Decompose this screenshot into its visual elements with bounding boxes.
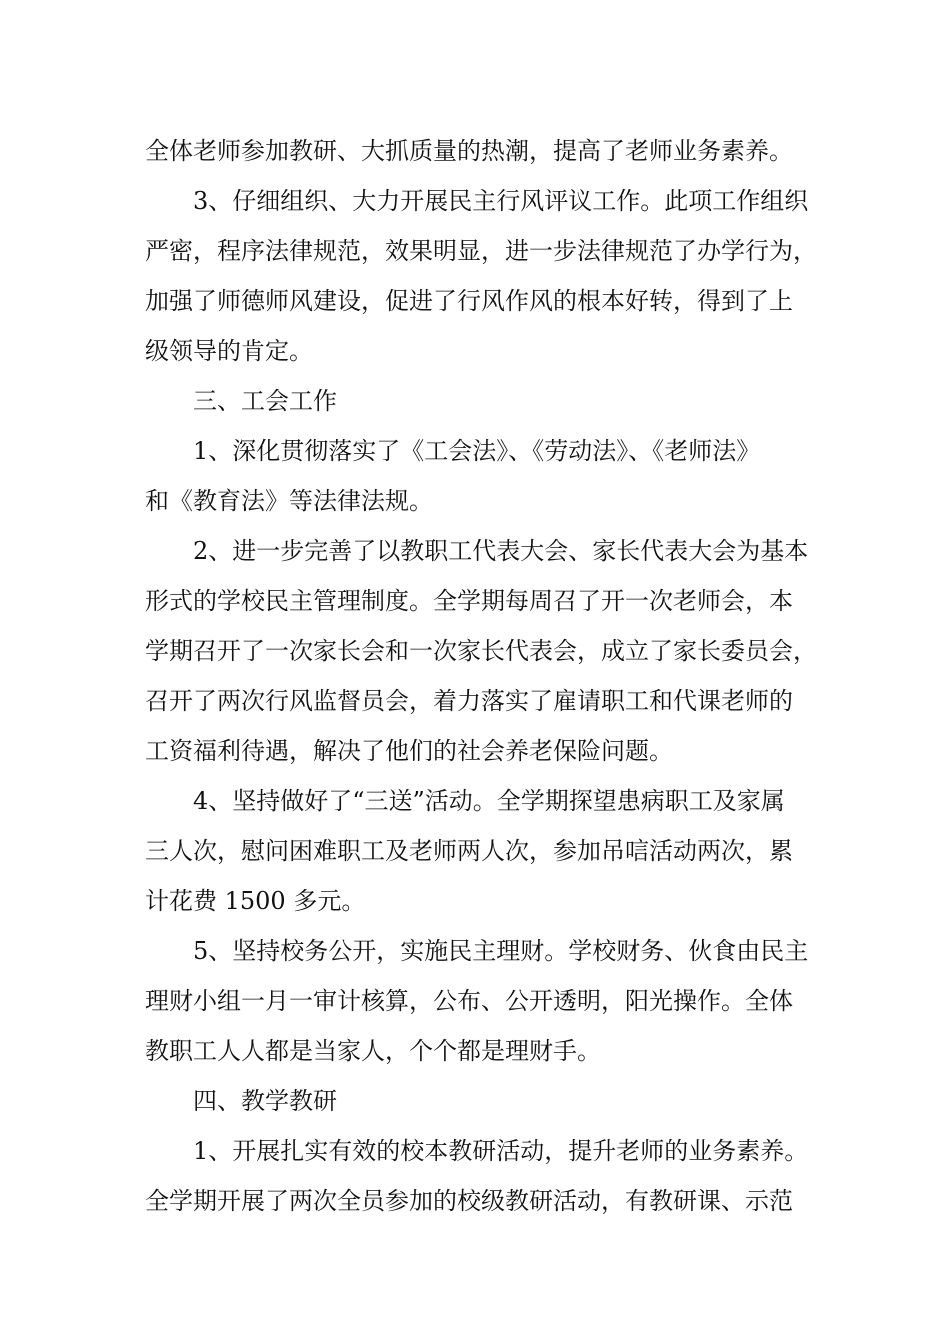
text-line: 和《教育法》等法律法规。	[145, 487, 433, 515]
text-line: 教职工人人都是当家人，个个都是理财手。	[145, 1037, 601, 1065]
text-line: 四、教学教研	[193, 1087, 337, 1115]
text-line: 全体老师参加教研、大抓质量的热潮，提高了老师业务素养。	[145, 137, 793, 165]
text-line: 召开了两次行风监督员会，着力落实了雇请职工和代课老师的	[145, 687, 793, 715]
text-line: 5、坚持校务公开，实施民主理财。学校财务、伙食由民主	[193, 937, 809, 965]
text-line: 形式的学校民主管理制度。全学期每周召了开一次老师会，本	[145, 587, 793, 615]
text-line: 理财小组一月一审计核算，公布、公开透明，阳光操作。全体	[145, 987, 793, 1015]
text-line: 级领导的肯定。	[145, 337, 313, 365]
text-line: 全学期开展了两次全员参加的校级教研活动，有教研课、示范	[145, 1187, 793, 1215]
text-line: 严密，程序法律规范，效果明显，进一步法律规范了办学行为，	[145, 237, 817, 265]
text-line: 1、开展扎实有效的校本教研活动，提升老师的业务素养。	[193, 1137, 809, 1165]
text-line: 2、进一步完善了以教职工代表大会、家长代表大会为基本	[193, 537, 809, 565]
text-line: 三、工会工作	[193, 387, 337, 415]
text-line: 三人次，慰问困难职工及老师两人次，参加吊唁活动两次，累	[145, 837, 793, 865]
text-line: 工资福利待遇，解决了他们的社会养老保险问题。	[145, 737, 673, 765]
document-body	[145, 126, 825, 1226]
text-line: 计花费 1500 多元。	[145, 887, 366, 915]
text-line: 1、深化贯彻落实了《工会法》、《劳动法》、《老师法》	[193, 437, 761, 465]
text-line: 3、仔细组织、大力开展民主行风评议工作。此项工作组织	[193, 187, 809, 215]
text-line: 4、坚持做好了“三送”活动。全学期探望患病职工及家属	[193, 787, 785, 815]
text-line: 加强了师德师风建设，促进了行风作风的根本好转，得到了上	[145, 287, 793, 315]
text-line: 学期召开了一次家长会和一次家长代表会，成立了家长委员会，	[145, 637, 817, 665]
